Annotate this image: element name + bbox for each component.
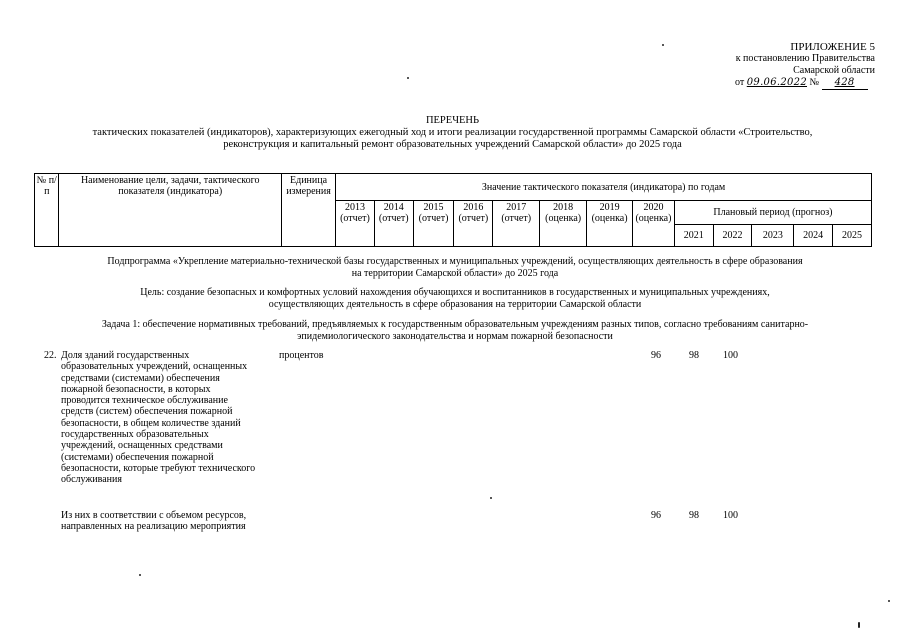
header-plan-period: Плановый период (прогноз) xyxy=(674,201,871,225)
sub-indicator-name: Из них в соответствии с объемом ресурсов, направленных на реализацию мероприятия xyxy=(61,510,247,533)
appendix-title: ПРИЛОЖЕНИЕ 5 xyxy=(790,41,875,53)
document-title xyxy=(40,115,865,151)
goal-heading: Цель: создание безопасных и комфортных условий нахождения обучающихся и воспитанников в государственных и муниципальных учреждениях, осуществляющих деятельность в сфере образования на территории Самарской области xyxy=(140,287,770,310)
header-plan-2021: 2021 xyxy=(674,225,713,247)
header-year-2019: 2019 (оценка) xyxy=(587,201,633,247)
header-plan-2025: 2025 xyxy=(833,225,872,247)
appendix-line3: Самарской области xyxy=(793,65,875,76)
sub-value-2020: 96 xyxy=(651,510,661,521)
header-col-num: № п/п xyxy=(35,174,59,247)
title-line1: тактических показателей (индикаторов), характеризующих ежегодный ход и итоги реализации государственной программы Самарской области «Строительство, xyxy=(92,127,813,138)
from-label: от xyxy=(735,77,745,88)
scan-speck xyxy=(888,600,890,602)
appendix-signature-line xyxy=(735,77,875,90)
value-2020: 96 xyxy=(651,350,661,361)
sub-value-2021: 98 xyxy=(689,510,699,521)
row-number: 22. xyxy=(44,350,57,361)
number-label: № xyxy=(809,77,820,88)
decree-date: 09.06.2022 xyxy=(746,77,808,88)
header-plan-2023: 2023 xyxy=(752,225,794,247)
header-col-unit: Единица измерения xyxy=(281,174,335,247)
header-col-values: Значение тактического показателя (индикатора) по годам xyxy=(336,174,872,201)
appendix-block xyxy=(735,41,875,77)
subprogram-heading: Подпрограмма «Укрепление материально-технической базы государственных и муниципальных учреждений, осуществляющих деятельность в сфере образования на территории Самарской области» до 2025 года xyxy=(107,256,803,279)
header-year-2015: 2015 (отчет) xyxy=(413,201,454,247)
header-plan-2022: 2022 xyxy=(713,225,752,247)
value-2021: 98 xyxy=(689,350,699,361)
header-plan-2024: 2024 xyxy=(794,225,833,247)
header-year-2020: 2020 (оценка) xyxy=(633,201,675,247)
title-heading: ПЕРЕЧЕНЬ xyxy=(425,115,480,126)
scan-speck xyxy=(139,574,141,576)
decree-number: 428 xyxy=(834,77,855,88)
header-year-2016: 2016 (отчет) xyxy=(454,201,493,247)
scan-speck xyxy=(407,77,409,79)
appendix-line2: к постановлению Правительства xyxy=(735,53,875,64)
scan-speck xyxy=(490,497,492,499)
header-year-2018: 2018 (оценка) xyxy=(540,201,587,247)
indicators-table-header xyxy=(34,173,872,247)
sub-value-2022: 100 xyxy=(723,510,738,521)
header-col-name: Наименование цели, задачи, тактического показателя (индикатора) xyxy=(59,174,282,247)
title-line2: реконструкция и капитальный ремонт образовательных учреждений Самарской области» до 2025 года xyxy=(223,139,682,150)
value-2022: 100 xyxy=(723,350,738,361)
header-year-2013: 2013 (отчет) xyxy=(336,201,375,247)
header-year-2017: 2017 (отчет) xyxy=(493,201,540,247)
indicator-unit: процентов xyxy=(279,350,324,361)
scan-speck xyxy=(858,622,860,628)
indicator-name: Доля зданий государственных образовательных учреждений, оснащенных средствами (системами) обеспечения пожарной безопасности, в которых проводится техническое обслуживание средств (систем) обеспечения пожарной безопасности, в общем количестве зданий государственных образовательных учреждений, оснащенных средствами (системами) обеспечения пожарной безопасности, которые требуют технического обслуживания xyxy=(61,350,256,486)
scan-speck xyxy=(662,44,664,46)
header-year-2014: 2014 (отчет) xyxy=(374,201,413,247)
task-heading: Задача 1: обеспечение нормативных требований, предъявляемых к государственным образовательным учреждениям разных типов, согласно требованиям санитарно- эпидемиологического законодательства и нормам пожарной безопасности xyxy=(101,319,809,342)
